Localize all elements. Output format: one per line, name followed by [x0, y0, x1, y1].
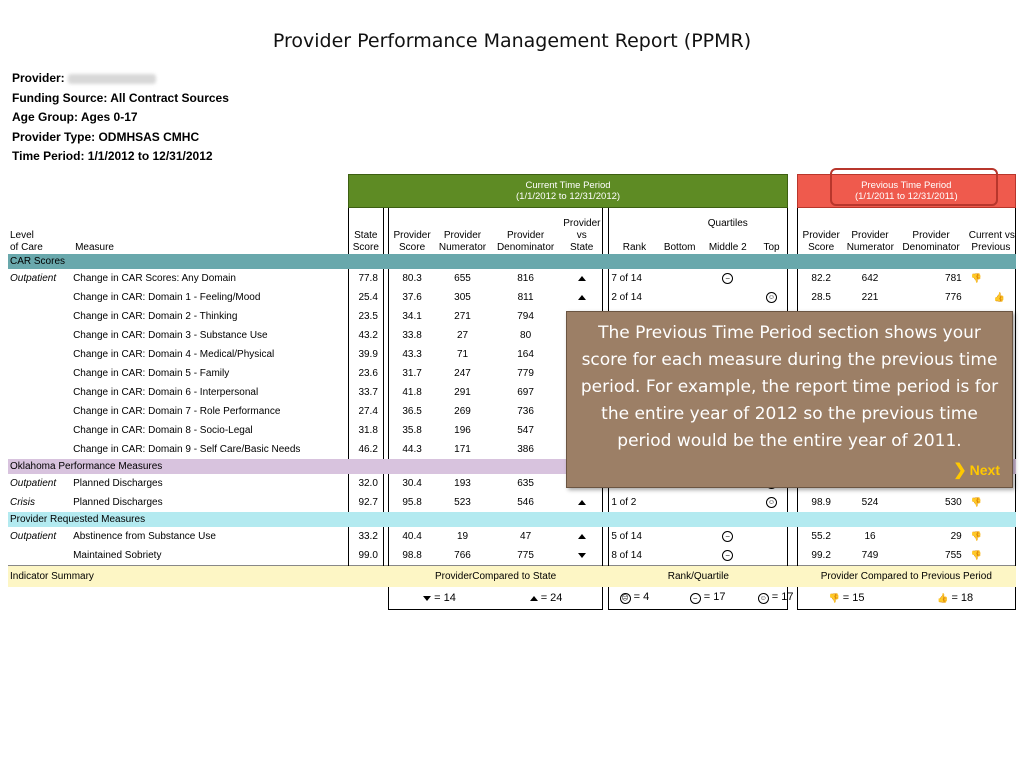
table-row — [8, 269, 1016, 288]
previous-period-dates: (1/1/2011 to 12/31/2011) — [854, 191, 958, 202]
provider-line — [12, 69, 229, 89]
provider-score: 44.3 — [402, 443, 422, 455]
thumbs-up-icon: 👍 — [993, 291, 1005, 302]
middle-quartile — [700, 527, 756, 546]
bottom-quartile — [660, 546, 700, 566]
up-arrow-icon — [578, 534, 586, 539]
indicator-summary-label: Indicator Summary — [8, 565, 348, 587]
measure-name: Abstinence from Substance Use — [73, 530, 216, 542]
column-header-row — [8, 208, 1016, 254]
provider-label: Provider: — [12, 71, 65, 85]
level-of-care — [8, 307, 71, 326]
level-of-care — [8, 288, 71, 307]
state-score: 32.0 — [348, 474, 383, 493]
funding-source: Funding Source: All Contract Sources — [12, 90, 229, 105]
top-quartile — [756, 493, 788, 512]
current-vs-previous — [967, 269, 1016, 288]
state-score: 77.8 — [348, 269, 383, 288]
provider-denominator: 80 — [520, 329, 532, 341]
top-quartile — [756, 527, 788, 546]
indicator-summary-row — [8, 565, 1016, 587]
down-arrow-icon — [578, 553, 586, 558]
measure-name: Change in CAR Scores: Any Domain — [73, 272, 236, 284]
level-of-care — [8, 326, 71, 345]
previous-numerator: 221 — [861, 291, 879, 303]
table-row — [8, 288, 1016, 307]
time-period: Time Period: 1/1/2012 to 12/31/2012 — [12, 149, 213, 163]
level-of-care: Outpatient — [10, 530, 57, 542]
measure-name: Maintained Sobriety — [73, 549, 162, 561]
thumbs-down-icon: 👎 — [828, 592, 840, 603]
provider-score: 31.7 — [402, 367, 422, 379]
up-arrow-icon — [578, 500, 586, 505]
state-score: 39.9 — [348, 345, 383, 364]
current-vs-previous-header: Current vs Previous — [967, 208, 1016, 254]
provider-numerator-header: Provider Numerator — [438, 229, 487, 253]
state-score: 92.7 — [348, 493, 383, 512]
up-arrow-icon — [530, 596, 538, 601]
previous-numerator: 16 — [864, 530, 876, 542]
measure-name: Change in CAR: Domain 3 - Substance Use — [73, 329, 268, 341]
section-title: CAR Scores — [8, 254, 1016, 269]
level-of-care: Outpatient — [10, 477, 57, 489]
provider-score-header: Provider Score — [393, 229, 431, 253]
provider-numerator: 193 — [454, 477, 471, 489]
provider-score: 33.8 — [402, 329, 422, 341]
report-metadata — [12, 69, 229, 167]
provider-numerator: 171 — [454, 443, 471, 455]
smiley-face-icon: ☺ — [767, 294, 776, 301]
current-period-header — [348, 175, 788, 208]
current-vs-previous — [967, 493, 1016, 512]
callout-text: The Previous Time Period section shows your score for each measure during the previous time period. For example, the report time period is for the entire year of 2012 so the previous time period would be the entire year of 2011. — [580, 323, 999, 451]
provider-denominator: 775 — [517, 549, 534, 561]
measure-name: Change in CAR: Domain 2 - Thinking — [73, 310, 238, 322]
section-title: Oklahoma Performance Measures — [8, 459, 1016, 474]
next-button[interactable] — [953, 462, 1000, 479]
up-arrow-icon — [578, 295, 586, 300]
provider-denominator: 164 — [517, 348, 534, 360]
previous-numerator: 524 — [861, 496, 879, 508]
previous-denominator: 781 — [945, 272, 962, 284]
previous-period-title: Previous Time Period — [861, 180, 952, 191]
previous-denominator: 776 — [945, 291, 962, 303]
rank: 5 of 14 — [611, 530, 642, 542]
provider-numerator: 27 — [456, 329, 469, 341]
provider-numerator: 71 — [456, 348, 469, 360]
previous-denominator: 755 — [945, 549, 962, 561]
state-score: 23.5 — [348, 307, 383, 326]
measure-name: Planned Discharges — [73, 496, 163, 508]
bottom-quartile — [660, 269, 700, 288]
measure-name: Change in CAR: Domain 1 - Feeling/Mood — [73, 291, 261, 303]
down-count: = 14 — [389, 587, 490, 610]
level-of-care — [8, 383, 71, 402]
rank-header: Rank — [622, 241, 647, 253]
provider-score: 35.8 — [402, 424, 422, 436]
provider-score: 98.8 — [402, 549, 422, 561]
current-vs-previous — [967, 288, 1016, 307]
rank-quartile-label: Rank/Quartile — [609, 565, 788, 587]
summary-legend-row — [8, 587, 1016, 610]
previous-denominator-header: Provider Denominator — [902, 229, 960, 253]
bottom-quartile — [660, 493, 700, 512]
provider-vs-state — [561, 527, 602, 546]
middle-quartile — [700, 546, 756, 566]
previous-numerator-header: Provider Numerator — [846, 229, 894, 253]
bottom-quartile — [660, 288, 700, 307]
state-score: 46.2 — [348, 440, 383, 459]
state-score: 33.7 — [348, 383, 383, 402]
compared-to-state-label: ProviderCompared to State — [389, 565, 603, 587]
thumbs-down-icon: 👎 — [970, 272, 982, 283]
measure-name: Change in CAR: Domain 6 - Interpersonal — [73, 386, 259, 398]
provider-score: 30.4 — [402, 477, 422, 489]
measure-header: Measure — [75, 241, 114, 253]
previous-numerator: 642 — [861, 272, 879, 284]
provider-denominator: 546 — [517, 496, 534, 508]
sad-face-icon: ☹ — [621, 595, 629, 602]
current-period-dates: (1/1/2012 to 12/31/2012) — [516, 191, 621, 202]
provider-numerator: 766 — [454, 549, 471, 561]
state-score: 23.6 — [348, 364, 383, 383]
thumbs-up-icon: 👍 — [937, 592, 949, 603]
rank: 7 of 14 — [611, 272, 642, 284]
smiley-face-icon: ☺ — [759, 595, 767, 602]
provider-denominator: 736 — [517, 405, 534, 417]
middle-quartile — [700, 288, 756, 307]
provider-numerator: 271 — [454, 310, 471, 322]
down-arrow-icon — [423, 596, 431, 601]
previous-score: 82.2 — [811, 272, 831, 284]
neutral-face-icon: – — [690, 593, 701, 604]
state-score: 25.4 — [348, 288, 383, 307]
measure-name: Change in CAR: Domain 7 - Role Performance — [73, 405, 281, 417]
neutral-face-icon: – — [722, 550, 733, 561]
rank: 2 of 14 — [611, 291, 642, 303]
bottom-quartile-count: ☹ = 4 — [609, 587, 660, 610]
provider-denominator: 811 — [517, 291, 534, 303]
provider-vs-state-header: Provider vs State — [561, 208, 602, 254]
provider-vs-state — [561, 288, 602, 307]
level-of-care — [8, 345, 71, 364]
previous-score: 28.5 — [811, 291, 831, 303]
provider-score: 95.8 — [402, 496, 422, 508]
state-score: 31.8 — [348, 421, 383, 440]
provider-denominator: 547 — [517, 424, 534, 436]
previous-score: 98.9 — [811, 496, 831, 508]
measure-name: Planned Discharges — [73, 477, 163, 489]
provider-numerator: 19 — [456, 530, 469, 542]
measure-name: Change in CAR: Domain 9 - Self Care/Basic Needs — [73, 443, 301, 455]
provider-score: 40.4 — [402, 530, 422, 542]
provider-score: 36.5 — [402, 405, 422, 417]
bottom-header: Bottom — [663, 241, 696, 253]
state-score: 43.2 — [348, 326, 383, 345]
compared-to-previous-label: Provider Compared to Previous Period — [797, 565, 1015, 587]
top-header: Top — [756, 208, 788, 254]
provider-denominator: 794 — [517, 310, 534, 322]
up-arrow-icon — [578, 276, 586, 281]
redacted-provider-name — [68, 74, 156, 84]
middle-quartile-count: – = 17 — [660, 587, 756, 610]
provider-numerator: 655 — [454, 272, 471, 284]
previous-score: 55.2 — [811, 530, 831, 542]
state-score: 33.2 — [348, 527, 383, 546]
period-header-row — [8, 175, 1016, 208]
level-of-care — [8, 402, 71, 421]
quartiles-middle-header: Quartiles Middle 2 — [707, 217, 748, 253]
next-label: Next — [969, 462, 1000, 478]
state-score: 99.0 — [348, 546, 383, 566]
thumbs-down-icon: 👎 — [970, 549, 982, 560]
top-quartile — [756, 288, 788, 307]
neutral-face-icon: – — [722, 273, 733, 284]
section-title: Provider Requested Measures — [8, 512, 1016, 527]
rank: 8 of 14 — [611, 549, 642, 561]
provider-denominator: 635 — [517, 477, 534, 489]
provider-numerator: 196 — [454, 424, 471, 436]
provider-vs-state — [561, 493, 602, 512]
report-title: Provider Performance Management Report (PPMR) — [272, 30, 752, 52]
current-vs-previous — [967, 546, 1016, 566]
previous-up-count: 👍 = 18 — [895, 587, 1015, 610]
level-of-care: Crisis — [10, 496, 35, 508]
provider-numerator: 291 — [454, 386, 471, 398]
thumbs-down-icon: 👎 — [970, 496, 982, 507]
state-score-header: State Score — [348, 208, 383, 254]
measure-name: Change in CAR: Domain 8 - Socio-Legal — [73, 424, 253, 436]
previous-score-header: Provider Score — [802, 229, 840, 253]
provider-type: Provider Type: ODMHSAS CMHC — [12, 129, 200, 144]
provider-numerator: 269 — [454, 405, 471, 417]
thumbs-down-icon: 👎 — [970, 530, 982, 541]
previous-numerator: 749 — [861, 549, 879, 561]
provider-denominator: 47 — [520, 530, 532, 542]
measure-name: Change in CAR: Domain 4 - Medical/Physical — [73, 348, 275, 360]
provider-score: 34.1 — [402, 310, 422, 322]
rank: 1 of 2 — [611, 496, 637, 508]
provider-vs-state — [561, 546, 602, 566]
provider-numerator: 523 — [454, 496, 471, 508]
current-vs-previous — [967, 527, 1016, 546]
chevron-right-icon: ❯ — [953, 462, 967, 479]
provider-vs-state — [561, 269, 602, 288]
level-of-care — [8, 440, 71, 459]
middle-quartile — [700, 493, 756, 512]
current-period-title: Current Time Period — [525, 180, 611, 191]
middle-quartile — [700, 269, 756, 288]
table-row — [8, 546, 1016, 566]
level-of-care — [8, 364, 71, 383]
level-of-care — [8, 421, 71, 440]
previous-score: 99.2 — [811, 549, 831, 561]
provider-numerator: 247 — [454, 367, 471, 379]
section-header-car — [8, 254, 1016, 269]
smiley-face-icon: ☺ — [767, 499, 776, 506]
provider-denominator: 816 — [517, 272, 534, 284]
top-quartile — [756, 269, 788, 288]
age-group: Age Group: Ages 0-17 — [12, 110, 138, 124]
up-count: = 24 — [490, 587, 603, 610]
previous-denominator: 530 — [945, 496, 962, 508]
neutral-face-icon: – — [722, 531, 733, 542]
provider-denominator: 697 — [517, 386, 534, 398]
explanation-callout — [566, 311, 1013, 488]
provider-score: 80.3 — [402, 272, 422, 284]
state-score: 27.4 — [348, 402, 383, 421]
top-quartile — [756, 546, 788, 566]
level-of-care: Outpatient — [10, 272, 57, 284]
level-of-care — [8, 546, 71, 566]
provider-denominator: 779 — [517, 367, 534, 379]
provider-numerator: 305 — [454, 291, 471, 303]
provider-denominator-header: Provider Denominator — [496, 229, 555, 253]
provider-score: 43.3 — [402, 348, 422, 360]
bottom-quartile — [660, 527, 700, 546]
measure-name: Change in CAR: Domain 5 - Family — [73, 367, 230, 379]
top-quartile-count: ☺ = 17 — [756, 587, 788, 610]
section-header-pr — [8, 512, 1016, 527]
table-row — [8, 493, 1016, 512]
provider-score: 37.6 — [402, 291, 422, 303]
level-of-care-header: Level of Care — [10, 229, 43, 253]
provider-denominator: 386 — [517, 443, 534, 455]
provider-score: 41.8 — [402, 386, 422, 398]
table-row — [8, 527, 1016, 546]
previous-down-count: 👎 = 15 — [797, 587, 895, 610]
previous-denominator: 29 — [950, 530, 962, 542]
previous-period-header — [797, 175, 1015, 208]
